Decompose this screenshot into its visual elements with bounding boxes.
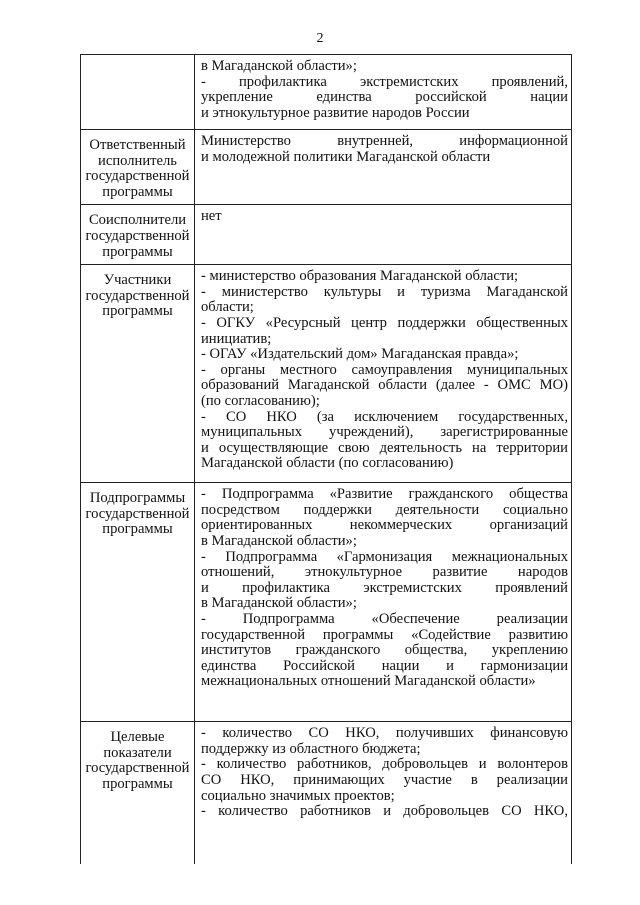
row-value	[195, 130, 572, 205]
row-value	[195, 55, 572, 130]
row-label: Подпрограммы государственной программы	[81, 483, 195, 722]
value-line: - Подпрограмма «Развитие гражданского общества	[201, 486, 568, 503]
row-value	[195, 722, 572, 865]
value-line: - ОГАУ «Издательский дом» Магаданская правда»;	[201, 346, 519, 363]
value-line: - количество работников и добровольцев СО НКО,	[201, 803, 568, 820]
value-line: СО НКО, принимающих участие в реализации	[201, 771, 568, 788]
value-line: нет	[201, 208, 222, 225]
value-line: в Магаданской области»;	[201, 532, 357, 549]
value-line: - министерство культуры и туризма Магаданской	[201, 283, 568, 300]
value-line: - количество работников, добровольцев и волонтеров	[201, 756, 568, 773]
value-line: и осуществляющие свою деятельность на территории	[201, 439, 568, 456]
page-number: 2	[316, 31, 324, 46]
value-line: ориентированных некоммерческих организаций	[201, 517, 568, 534]
value-line: отношений, этнокультурное развитие народов	[201, 564, 568, 581]
value-line: посредством поддержки деятельности социально	[201, 501, 568, 518]
row-label: Ответственный исполнитель государственной программы	[81, 130, 195, 205]
table-row	[81, 130, 572, 205]
value-line: межнациональных отношений Магаданской области»	[201, 673, 536, 690]
row-value	[195, 205, 572, 265]
value-line: муниципальных учреждений), зарегистрированные	[201, 424, 568, 441]
value-line: образований Магаданской области (далее - ОМС МО)	[201, 377, 568, 394]
value-line: - профилактика экстремистских проявлений,	[201, 73, 568, 90]
value-line: - СО НКО (за исключением государственных,	[201, 408, 568, 425]
table-row	[81, 722, 572, 865]
value-line: укрепление единства российской нации	[201, 89, 568, 106]
value-line: - органы местного самоуправления муниципальных	[201, 361, 568, 378]
value-line: в Магаданской области»;	[201, 58, 357, 74]
row-label: Соисполнители государственной программы	[81, 205, 195, 265]
value-line: инициатив;	[201, 330, 272, 347]
value-line: в Магаданской области»;	[201, 595, 357, 612]
value-line: институтов гражданского общества, укреплению	[201, 642, 568, 659]
table-row	[81, 483, 572, 722]
table-row	[81, 55, 572, 130]
row-label	[81, 55, 195, 130]
row-label: Участники государственной программы	[81, 265, 195, 483]
value-line: и молодежной политики Магаданской области	[201, 148, 491, 165]
value-line: и этнокультурное развитие народов России	[201, 104, 470, 121]
row-value	[195, 483, 572, 722]
value-line: - Подпрограмма «Обеспечение реализации	[201, 610, 568, 627]
value-line: социально значимых проектов;	[201, 787, 395, 804]
table-row	[81, 265, 572, 483]
value-line: Министерство внутренней, информационной	[201, 133, 568, 149]
value-line: (по согласованию);	[201, 392, 320, 409]
value-line: государственной программы «Содействие развитию	[201, 626, 568, 643]
value-line: поддержку из областного бюджета;	[201, 740, 421, 757]
value-line: - количество СО НКО, получивших финансовую	[201, 725, 568, 742]
value-line: единства Российской нации и гармонизации	[201, 657, 568, 674]
value-line: Магаданской области (по согласованию)	[201, 455, 454, 472]
table-row	[81, 205, 572, 265]
value-line: - министерство образования Магаданской области;	[201, 268, 519, 285]
program-passport-table	[80, 54, 572, 864]
value-line: - Подпрограмма «Гармонизация межнациональных	[201, 548, 568, 565]
value-line: области;	[201, 299, 254, 316]
value-line: и профилактика экстремистских проявлений	[201, 579, 568, 596]
value-line: - ОГКУ «Ресурсный центр поддержки общественных	[201, 314, 568, 331]
row-label: Целевые показатели государственной программы	[81, 722, 195, 865]
row-value	[195, 265, 572, 483]
